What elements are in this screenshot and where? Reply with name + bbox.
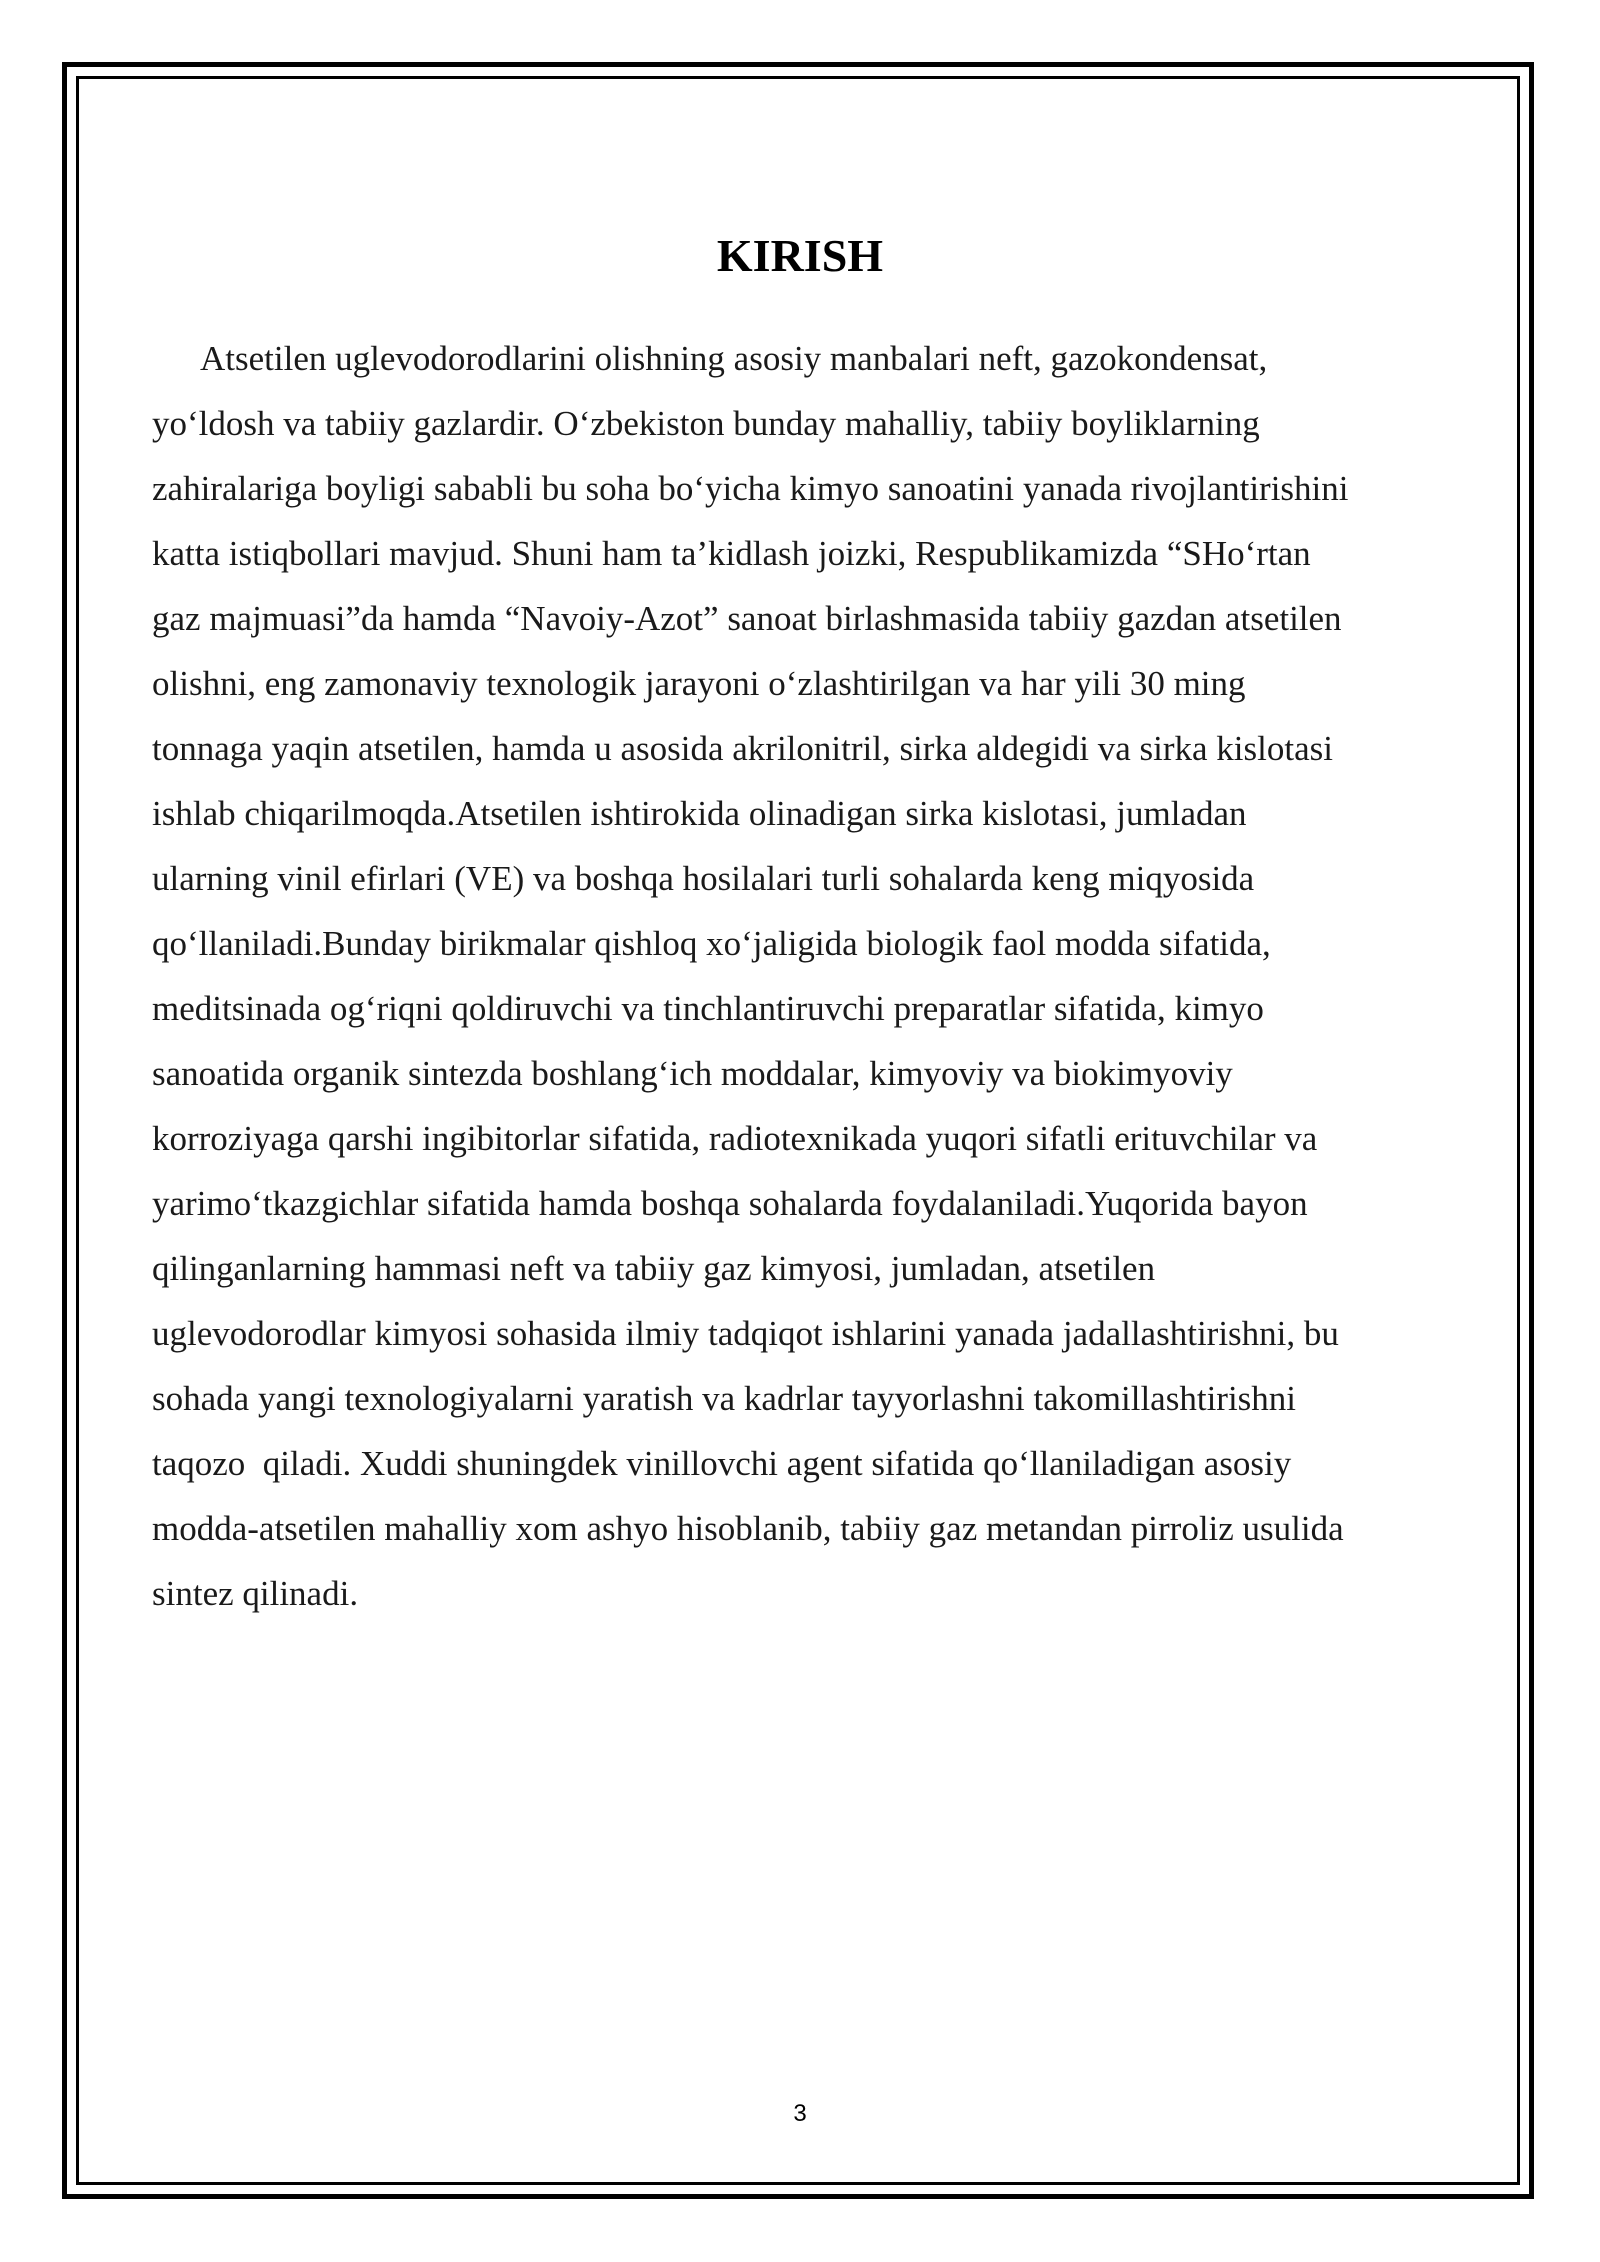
text-line: qo‘llaniladi.Bunday birikmalar qishloq xo‘jaligida biologik faol modda sifatida, [152,924,1271,963]
text-line: qilinganlarning hammasi neft va tabiiy gaz kimyosi, jumladan, atsetilen [152,1249,1156,1288]
text-line: uglevodorodlar kimyosi sohasida ilmiy tadqiqot ishlarini yanada jadallashtirishni, bu [152,1314,1339,1353]
body-paragraph [152,326,1452,1626]
text-line: tonnaga yaqin atsetilen, hamda u asosida akrilonitril, sirka aldegidi va sirka kislotasi [152,729,1333,768]
text-line: yo‘ldosh va tabiiy gazlardir. O‘zbekiston bunday mahalliy, tabiiy boyliklarning [152,404,1260,443]
text-line: modda-atsetilen mahalliy xom ashyo hisoblanib, tabiiy gaz metandan pirroliz usulida [152,1509,1344,1548]
page-title: KIRISH [716,230,884,281]
text-line: olishni, eng zamonaviy texnologik jarayoni o‘zlashtirilgan va har yili 30 ming [152,664,1246,703]
text-line: ularning vinil efirlari (VE) va boshqa hosilalari turli sohalarda keng miqyosida [152,859,1255,898]
text-line: sintez qilinadi. [152,1574,359,1613]
text-line: sanoatida organik sintezda boshlang‘ich moddalar, kimyoviy va biokimyoviy [152,1054,1233,1093]
page-number: 3 [793,2100,807,2127]
text-line: gaz majmuasi”da hamda “Navoiy-Azot” sanoat birlashmasida tabiiy gazdan atsetilen [152,599,1342,638]
text-line: Atsetilen uglevodorodlarini olishning asosiy manbalari neft, gazokondensat, [200,339,1268,378]
text-line: yarimo‘tkazgichlar sifatida hamda boshqa sohalarda foydalaniladi.Yuqorida bayon [152,1184,1308,1223]
text-line: korroziyaga qarshi ingibitorlar sifatida, radiotexnikada yuqori sifatli erituvchilar va [152,1119,1318,1158]
text-line: zahiralariga boyligi sababli bu soha bo‘yicha kimyo sanoatini yanada rivojlantirishini [152,469,1349,508]
text-line: katta istiqbollari mavjud. Shuni ham ta’kidlash joizki, Respublikamizda “SHo‘rtan [152,534,1311,573]
text-line: taqozo qiladi. Xuddi shuningdek vinillovchi agent sifatida qo‘llaniladigan asosiy [152,1444,1292,1483]
text-line: meditsinada og‘riqni qoldiruvchi va tinchlantiruvchi preparatlar sifatida, kimyo [152,989,1264,1028]
text-line: sohada yangi texnologiyalarni yaratish va kadrlar tayyorlashni takomillashtirishni [152,1379,1297,1418]
text-line: ishlab chiqarilmoqda.Atsetilen ishtirokida olinadigan sirka kislotasi, jumladan [152,794,1247,833]
